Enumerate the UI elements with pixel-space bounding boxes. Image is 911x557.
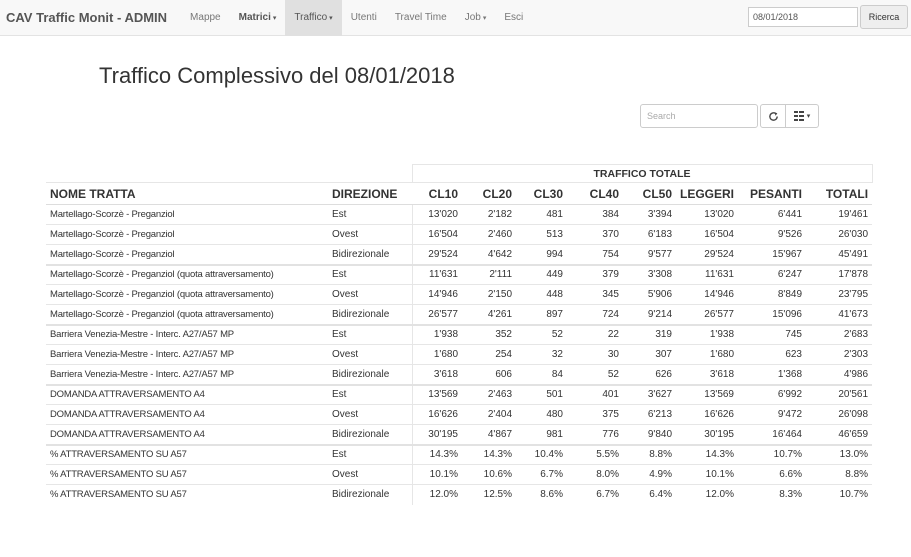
cell-value: 12.0% — [676, 485, 738, 505]
cell-value: 8.8% — [623, 445, 676, 465]
cell-value: 20'561 — [806, 385, 872, 405]
cell-value: 981 — [516, 425, 567, 445]
cell-value: 9'840 — [623, 425, 676, 445]
nav-item-label: Matrici — [238, 12, 271, 23]
cell-value: 8.8% — [806, 465, 872, 485]
cell-value: 1'938 — [412, 325, 462, 345]
column-header-direzione[interactable]: DIREZIONE — [328, 183, 412, 205]
cell-value: 626 — [623, 365, 676, 385]
caret-down-icon: ▾ — [329, 14, 333, 22]
cell-value: 19'461 — [806, 205, 872, 225]
cell-value: 9'577 — [623, 245, 676, 265]
cell-value: 52 — [516, 325, 567, 345]
cell-value: 352 — [462, 325, 516, 345]
cell-value: 10.7% — [806, 485, 872, 505]
cell-value: 12.5% — [462, 485, 516, 505]
cell-value: 14.3% — [462, 445, 516, 465]
cell-value: 12.0% — [412, 485, 462, 505]
cell-direzione: Bidirezionale — [328, 425, 412, 445]
cell-value: 6.6% — [738, 465, 806, 485]
table-row — [46, 225, 872, 245]
cell-value: 513 — [516, 225, 567, 245]
table-row — [46, 285, 872, 305]
cell-value: 307 — [623, 345, 676, 365]
table-row — [46, 205, 872, 225]
cell-value: 745 — [738, 325, 806, 345]
cell-value: 4'642 — [462, 245, 516, 265]
cell-direzione: Est — [328, 325, 412, 345]
nav-item-label: Traffico — [294, 12, 328, 23]
table-row — [46, 485, 872, 505]
cell-nome-tratta: Barriera Venezia-Mestre - Interc. A27/A57 MP — [46, 365, 328, 385]
columns-toggle-button[interactable] — [785, 104, 819, 128]
nav-item-traffico[interactable] — [285, 0, 341, 36]
cell-value: 8.0% — [567, 465, 623, 485]
cell-direzione: Bidirezionale — [328, 485, 412, 505]
cell-nome-tratta: Martellago-Scorzè - Preganziol — [46, 205, 328, 225]
cell-value: 16'504 — [412, 225, 462, 245]
cell-value: 2'683 — [806, 325, 872, 345]
cell-value: 15'967 — [738, 245, 806, 265]
cell-value: 14'946 — [676, 285, 738, 305]
cell-value: 9'214 — [623, 305, 676, 325]
table-row — [46, 345, 872, 365]
cell-value: 22 — [567, 325, 623, 345]
cell-value: 623 — [738, 345, 806, 365]
cell-value: 10.1% — [412, 465, 462, 485]
cell-value: 17'878 — [806, 265, 872, 285]
table-body — [46, 205, 872, 505]
cell-value: 16'504 — [676, 225, 738, 245]
cell-value: 3'618 — [412, 365, 462, 385]
cell-value: 6'213 — [623, 405, 676, 425]
column-header-pesanti[interactable]: PESANTI — [738, 183, 806, 205]
cell-value: 2'150 — [462, 285, 516, 305]
table-row — [46, 305, 872, 325]
table-row — [46, 325, 872, 345]
cell-value: 13'020 — [676, 205, 738, 225]
cell-direzione: Est — [328, 265, 412, 285]
traffic-table — [46, 164, 873, 505]
nav-item-label: Job — [464, 12, 481, 23]
cell-direzione: Bidirezionale — [328, 305, 412, 325]
cell-value: 26'030 — [806, 225, 872, 245]
refresh-button[interactable] — [760, 104, 786, 128]
cell-direzione: Est — [328, 385, 412, 405]
cell-direzione: Ovest — [328, 225, 412, 245]
cell-value: 2'111 — [462, 265, 516, 285]
cell-value: 41'673 — [806, 305, 872, 325]
cell-value: 449 — [516, 265, 567, 285]
cell-value: 29'524 — [412, 245, 462, 265]
cell-value: 10.4% — [516, 445, 567, 465]
cell-value: 6.7% — [516, 465, 567, 485]
cell-value: 8.3% — [738, 485, 806, 505]
cell-value: 1'680 — [676, 345, 738, 365]
search-button[interactable]: Ricerca — [860, 5, 908, 29]
cell-value: 379 — [567, 265, 623, 285]
cell-value: 46'659 — [806, 425, 872, 445]
cell-value: 2'303 — [806, 345, 872, 365]
cell-value: 10.7% — [738, 445, 806, 465]
cell-value: 13'569 — [412, 385, 462, 405]
cell-value: 481 — [516, 205, 567, 225]
table-row — [46, 445, 872, 465]
nav-item-mappe[interactable] — [181, 0, 230, 36]
cell-value: 30'195 — [676, 425, 738, 445]
cell-value: 13.0% — [806, 445, 872, 465]
cell-direzione: Ovest — [328, 285, 412, 305]
traffico-totale-header: TRAFFICO TOTALE — [412, 165, 872, 183]
cell-value: 501 — [516, 385, 567, 405]
cell-nome-tratta: Martellago-Scorzè - Preganziol (quota attraversamento) — [46, 265, 328, 285]
cell-direzione: Bidirezionale — [328, 365, 412, 385]
cell-value: 4'261 — [462, 305, 516, 325]
cell-value: 11'631 — [412, 265, 462, 285]
cell-value: 29'524 — [676, 245, 738, 265]
cell-value: 26'577 — [412, 305, 462, 325]
cell-value: 30'195 — [412, 425, 462, 445]
nav-item-label: Utenti — [350, 12, 377, 23]
cell-nome-tratta: Martellago-Scorzè - Preganziol — [46, 245, 328, 265]
chevron-down-icon: ▾ — [806, 113, 811, 120]
cell-value: 3'394 — [623, 205, 676, 225]
top-navbar — [0, 0, 911, 36]
cell-value: 5.5% — [567, 445, 623, 465]
column-header-cl20[interactable]: CL20 — [462, 183, 516, 205]
cell-value: 401 — [567, 385, 623, 405]
nav-item-label: Esci — [504, 12, 524, 23]
column-header-cl30[interactable]: CL30 — [516, 183, 567, 205]
cell-value: 13'020 — [412, 205, 462, 225]
cell-value: 6'183 — [623, 225, 676, 245]
page-title: Traffico Complessivo del 08/01/2018 — [99, 63, 455, 88]
table-row — [46, 425, 872, 445]
cell-value: 6'247 — [738, 265, 806, 285]
cell-value: 2'460 — [462, 225, 516, 245]
cell-value: 6'992 — [738, 385, 806, 405]
cell-value: 2'463 — [462, 385, 516, 405]
cell-value: 3'308 — [623, 265, 676, 285]
cell-value: 26'098 — [806, 405, 872, 425]
cell-nome-tratta: % ATTRAVERSAMENTO SU A57 — [46, 485, 328, 505]
cell-nome-tratta: Martellago-Scorzè - Preganziol (quota attraversamento) — [46, 305, 328, 325]
cell-value: 448 — [516, 285, 567, 305]
cell-nome-tratta: DOMANDA ATTRAVERSAMENTO A4 — [46, 425, 328, 445]
cell-direzione: Bidirezionale — [328, 245, 412, 265]
cell-value: 32 — [516, 345, 567, 365]
cell-nome-tratta: DOMANDA ATTRAVERSAMENTO A4 — [46, 405, 328, 425]
cell-value: 375 — [567, 405, 623, 425]
cell-value: 994 — [516, 245, 567, 265]
cell-value: 1'680 — [412, 345, 462, 365]
nav-menu — [181, 0, 532, 36]
cell-value: 52 — [567, 365, 623, 385]
nav-item-esci[interactable] — [495, 0, 532, 36]
cell-direzione: Est — [328, 445, 412, 465]
cell-value: 480 — [516, 405, 567, 425]
cell-value: 10.1% — [676, 465, 738, 485]
table-row — [46, 385, 872, 405]
cell-value: 16'626 — [412, 405, 462, 425]
table-row — [46, 245, 872, 265]
cell-value: 84 — [516, 365, 567, 385]
cell-value: 4'867 — [462, 425, 516, 445]
cell-value: 13'569 — [676, 385, 738, 405]
cell-value: 6'441 — [738, 205, 806, 225]
cell-value: 5'906 — [623, 285, 676, 305]
caret-down-icon: ▾ — [482, 14, 487, 22]
cell-value: 4'986 — [806, 365, 872, 385]
nav-item-travel-time[interactable] — [386, 0, 456, 36]
cell-value: 370 — [567, 225, 623, 245]
nav-item-job[interactable] — [456, 0, 496, 36]
cell-value: 4.9% — [623, 465, 676, 485]
cell-value: 8'849 — [738, 285, 806, 305]
cell-nome-tratta: Martellago-Scorzè - Preganziol — [46, 225, 328, 245]
columns-icon — [794, 111, 804, 121]
cell-value: 776 — [567, 425, 623, 445]
cell-value: 345 — [567, 285, 623, 305]
cell-value: 606 — [462, 365, 516, 385]
cell-nome-tratta: Martellago-Scorzè - Preganziol (quota attraversamento) — [46, 285, 328, 305]
cell-value: 14'946 — [412, 285, 462, 305]
cell-value: 6.7% — [567, 485, 623, 505]
cell-value: 45'491 — [806, 245, 872, 265]
table-row — [46, 365, 872, 385]
cell-nome-tratta: % ATTRAVERSAMENTO SU A57 — [46, 445, 328, 465]
date-input[interactable]: 08/01/2018 — [748, 7, 858, 27]
cell-direzione: Ovest — [328, 465, 412, 485]
cell-value: 3'627 — [623, 385, 676, 405]
cell-value: 26'577 — [676, 305, 738, 325]
cell-direzione: Est — [328, 205, 412, 225]
column-header-totali[interactable]: TOTALI — [806, 183, 872, 205]
column-header-row — [46, 183, 872, 205]
cell-nome-tratta: DOMANDA ATTRAVERSAMENTO A4 — [46, 385, 328, 405]
cell-value: 384 — [567, 205, 623, 225]
cell-value: 2'182 — [462, 205, 516, 225]
table-row — [46, 465, 872, 485]
cell-value: 11'631 — [676, 265, 738, 285]
nav-item-matrici[interactable] — [230, 0, 286, 36]
refresh-icon — [768, 111, 779, 122]
cell-value: 319 — [623, 325, 676, 345]
cell-value: 15'096 — [738, 305, 806, 325]
cell-value: 9'472 — [738, 405, 806, 425]
cell-direzione: Ovest — [328, 345, 412, 365]
cell-value: 754 — [567, 245, 623, 265]
nav-item-label: Mappe — [190, 12, 221, 23]
table-row — [46, 265, 872, 285]
cell-value: 724 — [567, 305, 623, 325]
cell-value: 30 — [567, 345, 623, 365]
cell-value: 10.6% — [462, 465, 516, 485]
cell-direzione: Ovest — [328, 405, 412, 425]
cell-value: 8.6% — [516, 485, 567, 505]
cell-value: 1'938 — [676, 325, 738, 345]
cell-value: 2'404 — [462, 405, 516, 425]
cell-value: 1'368 — [738, 365, 806, 385]
cell-value: 3'618 — [676, 365, 738, 385]
cell-nome-tratta: Barriera Venezia-Mestre - Interc. A27/A57 MP — [46, 345, 328, 365]
column-header-cl50[interactable]: CL50 — [623, 183, 676, 205]
column-header-cl40[interactable]: CL40 — [567, 183, 623, 205]
cell-value: 16'626 — [676, 405, 738, 425]
table-search-input[interactable]: Search — [640, 104, 758, 128]
header-spacer — [46, 165, 412, 183]
cell-value: 23'795 — [806, 285, 872, 305]
cell-value: 254 — [462, 345, 516, 365]
cell-value: 14.3% — [676, 445, 738, 465]
column-header-cl10[interactable]: CL10 — [412, 183, 462, 205]
cell-value: 897 — [516, 305, 567, 325]
cell-nome-tratta: % ATTRAVERSAMENTO SU A57 — [46, 465, 328, 485]
cell-value: 9'526 — [738, 225, 806, 245]
caret-down-icon: ▾ — [272, 14, 277, 22]
column-header-nome-tratta[interactable]: NOME TRATTA — [46, 183, 328, 205]
cell-nome-tratta: Barriera Venezia-Mestre - Interc. A27/A57 MP — [46, 325, 328, 345]
column-header-leggeri[interactable]: LEGGERI — [676, 183, 738, 205]
table-row — [46, 405, 872, 425]
cell-value: 16'464 — [738, 425, 806, 445]
cell-value: 6.4% — [623, 485, 676, 505]
cell-value: 14.3% — [412, 445, 462, 465]
app-brand[interactable]: CAV Traffic Monit - ADMIN — [6, 10, 168, 25]
nav-item-utenti[interactable] — [342, 0, 386, 36]
nav-item-label: Travel Time — [394, 12, 447, 23]
